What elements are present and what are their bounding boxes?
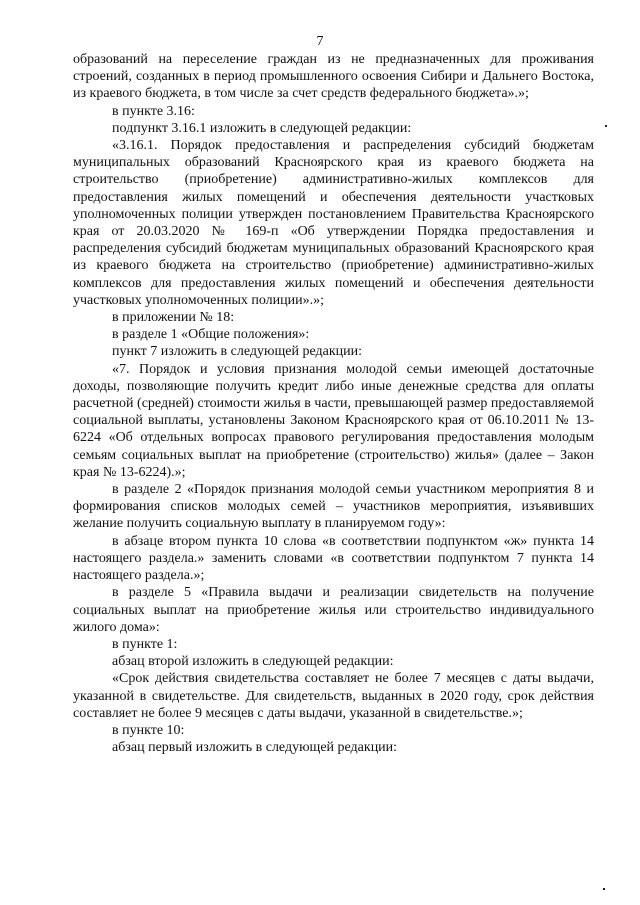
paragraph: в пункте 3.16:: [112, 103, 195, 119]
paragraph: в пункте 10:: [112, 722, 185, 738]
paragraph: в разделе 1 «Общие положения»:: [112, 327, 310, 343]
paragraph: «3.16.1. Порядок предоставления и распределения субсидий бюджетам муниципальных образований Красноярского края из краевого бюджета на строительство (приобретение) административно-жилых комплексов для предоставления жилых помещений и обеспечения деятельности участковых уполномоченных полиции утвержден постановлением Правительства Красноярского края от 20.03.2020 № 169-п «Об утверждении Порядка предоставления и распределения субсидий бюджетам муниципальных образований Красноярского края из краевого бюджета на строительство (приобретение) административно-жилых комплексов для предоставления жилых помещений и обеспечения деятельности участковых уполномоченных полиции».»;: [73, 138, 594, 308]
paragraph: абзац второй изложить в следующей редакции:: [112, 654, 394, 670]
scan-speck: [605, 125, 607, 127]
page-number: 7: [316, 34, 324, 49]
paragraph: «Срок действия свидетельства составляет не более 7 месяцев с даты выдачи, указанной в свидетельстве. Для свидетельств, выданных в 2020 году, срок действия составляет не более 9 месяцев с даты выдачи, указанной в свидетельстве.»;: [73, 671, 594, 721]
paragraph: подпункт 3.16.1 изложить в следующей редакции:: [112, 120, 412, 136]
scan-speck: [603, 888, 605, 890]
paragraph: в приложении № 18:: [112, 310, 235, 326]
document-body: [73, 51, 594, 756]
paragraph: в разделе 5 «Правила выдачи и реализации свидетельств на получение социальных выплат на приобретение жилья или строительство индивидуального жилого дома»:: [73, 585, 594, 635]
paragraph: в пункте 1:: [112, 636, 178, 652]
paragraph: пункт 7 изложить в следующей редакции:: [112, 344, 362, 360]
paragraph: в разделе 2 «Порядок признания молодой семьи участником мероприятия 8 и формирования списков молодых семей – участников мероприятия, изъявивших желание получить социальную выплату в планируемом году»:: [73, 482, 594, 532]
paragraph: в абзаце втором пункта 10 слова «в соответствии подпунктом «ж» пункта 14 настоящего раздела.» заменить словами «в соответствии подпунктом 7 пункта 14 настоящего раздела.»;: [73, 533, 594, 584]
paragraph: «7. Порядок и условия признания молодой семьи имеющей достаточные доходы, позволяющие получить кредит либо иные денежные средства для оплаты расчетной (средней) стоимости жилья в части, превышающей размер предоставляемой социальной выплаты, установлены Законом Красноярского края от 06.10.2011 № 13-6224 «Об отдельных вопросах правового регулирования предоставления молодым семьям социальных выплат на приобретение (строительство) жилья» (далее – Закон края № 13-6224).»;: [73, 361, 594, 480]
paragraph: абзац первый изложить в следующей редакции:: [112, 740, 398, 756]
paragraph: образований на переселение граждан из не предназначенных для проживания строений, созданных в период промышленного освоения Сибири и Дальнего Востока, из краевого бюджета, в том числе за счет средств федерального бюджета».»;: [73, 52, 594, 102]
